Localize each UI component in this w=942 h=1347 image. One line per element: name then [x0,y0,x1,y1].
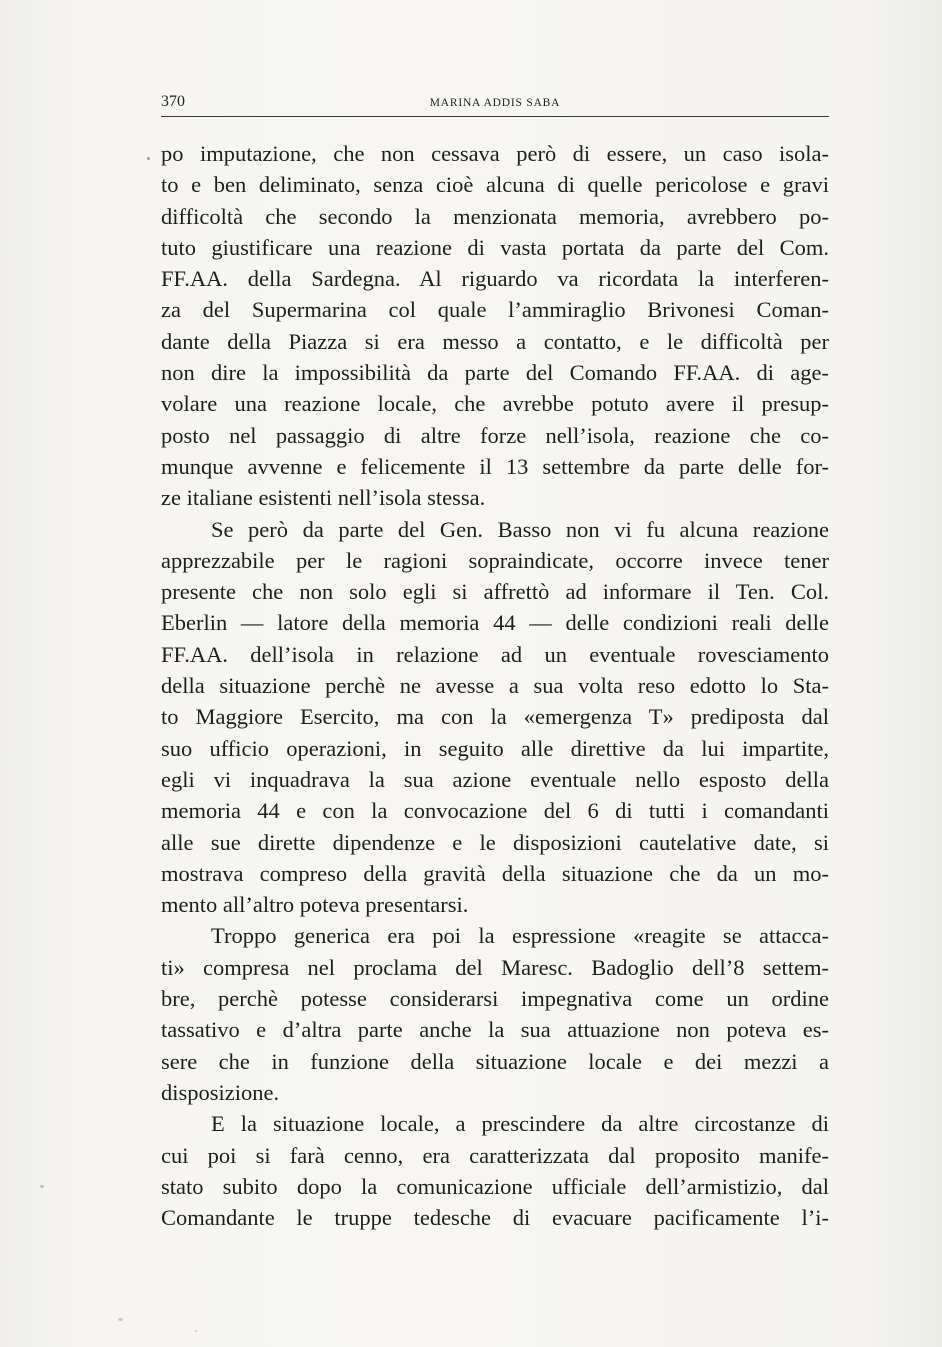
text-line: za del Supermarina col quale l’ammiraglio Brivonesi Coman- [161,297,829,323]
text-line: volare una reazione locale, che avrebbe potuto avere il presup- [161,391,829,417]
scan-speck [195,1330,197,1332]
text-line: difficoltà che secondo la menzionata memoria, avrebbero po- [161,203,829,229]
text-line: Se però da parte del Gen. Basso non vi fu alcuna reazione [211,516,829,542]
scan-speck [40,1185,44,1188]
text-line: della situazione perchè ne avesse a sua volta reso edotto lo Sta- [161,673,829,699]
text-line: ti» compresa nel proclama del Maresc. Badoglio dell’8 settem- [161,954,829,980]
text-line: munque avvenne e felicemente il 13 settembre da parte delle for- [161,453,829,479]
page-header [161,92,829,117]
paragraph-2 [161,514,829,921]
text-line: stato subito dopo la comunicazione ufficiale dell’armistizio, dal [161,1173,829,1199]
text-line: tassativo e d’altra parte anche la sua attuazione non poteva es- [161,1017,829,1043]
text-line: alle sue dirette dipendenze e le disposizioni cautelative date, si [161,829,829,855]
text-line: disposizione. [161,1079,280,1105]
text-line: cui poi si farà cenno, era caratterizzata dal proposito manife- [161,1142,829,1168]
text-line: memoria 44 e con la convocazione del 6 di tutti i comandanti [161,798,829,824]
text-line: mento all’altro poteva presentarsi. [161,892,469,918]
scan-speck [118,1318,123,1321]
text-line: FF.AA. della Sardegna. Al riguardo va ricordata la interferen- [161,266,829,292]
text-line: egli vi inquadrava la sua azione eventuale nello esposto della [161,766,829,792]
text-line: Eberlin — latore della memoria 44 — delle condizioni reali delle [161,610,829,636]
text-line: presente che non solo egli si affrettò ad informare il Ten. Col. [161,579,829,605]
text-line: to e ben deliminato, senza cioè alcuna di quelle pericolose e gravi [161,172,829,198]
running-head: MARINA ADDIS SABA [429,97,561,109]
text-line: Troppo generica era poi la espressione «reagite se attacca- [211,923,829,949]
paragraph-3 [161,920,829,1108]
text-line: suo ufficio operazioni, in seguito alle direttive da lui impartite, [161,735,829,761]
text-line: dante della Piazza si era messo a contatto, e le difficoltà per [161,328,829,354]
text-line: apprezzabile per le ragioni sopraindicate, occorre invece tener [161,547,829,573]
text-line: FF.AA. dell’isola in relazione ad un eventuale rovesciamento [161,641,829,667]
text-line: non dire la impossibilità da parte del Comando FF.AA. di age- [161,360,829,386]
text-line: sere che in funzione della situazione locale e dei mezzi a [161,1048,829,1074]
text-line: po imputazione, che non cessava però di essere, un caso isola- [161,141,829,166]
text-line: to Maggiore Esercito, ma con la «emergenza T» prediposta dal [161,704,829,730]
page-number: 370 [161,93,185,110]
text-line: Comandante le truppe tedesche di evacuare pacificamente l’i- [161,1205,829,1231]
text-line: mostrava compreso della gravità della situazione che da un mo- [161,860,829,886]
text-line: ze italiane esistenti nell’isola stessa. [161,485,486,511]
scan-speck [147,157,150,160]
text-line: E la situazione locale, a prescindere da altre circostanze di [211,1111,829,1137]
text-line: posto nel passaggio di altre forze nell’isola, reazione che co- [161,422,829,448]
body-text [161,138,829,1233]
text-line: bre, perchè potesse considerarsi impegnativa come un ordine [161,986,829,1012]
paragraph-1 [161,138,829,514]
paragraph-4 [161,1108,829,1233]
text-line: tuto giustificare una reazione di vasta portata da parte del Com. [161,234,829,260]
